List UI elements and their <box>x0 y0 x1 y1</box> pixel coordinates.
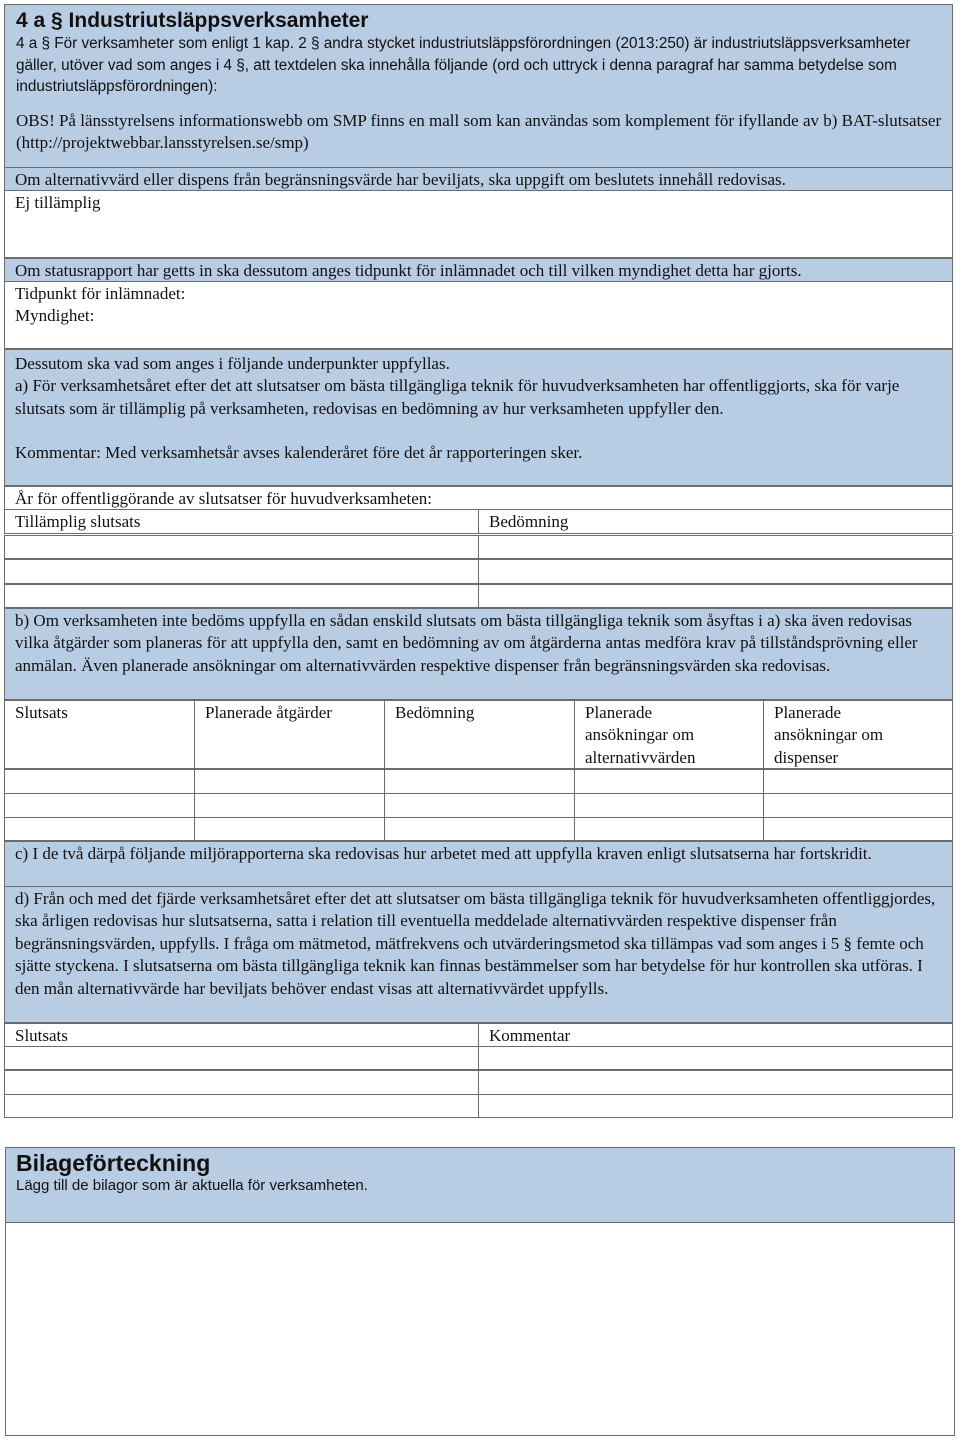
table-a-cell[interactable] <box>4 584 479 608</box>
attachments-subtitle: Lägg till de bilagor som är aktuella för verksamheten. <box>16 1177 368 1194</box>
table-a-header-bedomning: Bedömning <box>478 509 953 534</box>
alternativ-answer-field[interactable] <box>4 190 953 258</box>
table-d-cell[interactable] <box>4 1070 479 1095</box>
status-prompt: Om statusrapport har getts in ska dessutom anges tidpunkt för inlämnadet och till vilken myndighet detta har gjorts. <box>4 258 953 282</box>
subpoint-b-text: b) Om verksamheten inte bedöms uppfylla en sådan enskild slutsats om bästa tillgängliga teknik som åsyftas i a) ska även redovisas vilka åtgärder som planeras för att uppfylla den, samt en bedömning av om åtgärderna antas medföra krav på tillståndsprövning eller anmälan. Även planerade ansökningar om alternativvärden respektive dispenser från begränsningsvärden ska redovisas. <box>15 611 918 675</box>
table-a-cell[interactable] <box>478 535 953 559</box>
table-b-cell[interactable] <box>574 793 764 818</box>
table-a-cell[interactable] <box>4 559 479 584</box>
table-b-cell[interactable] <box>574 817 764 841</box>
table-a-header-slutsats: Tillämplig slutsats <box>4 509 479 534</box>
subpoint-c-text: c) I de två därpå följande miljörapporterna ska redovisas hur arbetet med att uppfylla kraven enligt slutsatserna har fortskridit. <box>15 844 872 863</box>
table-a-cell[interactable] <box>478 584 953 608</box>
table-b-header-slutsats: Slutsats <box>4 700 195 769</box>
table-b-cell[interactable] <box>763 793 953 818</box>
subpoint-intro: Dessutom ska vad som anges i följande underpunkter uppfyllas. <box>15 354 450 373</box>
year-label: År för offentliggörande av slutsatser för huvudverksamheten: <box>15 489 433 508</box>
status-time-label: Tidpunkt för inlämnadet: <box>15 284 186 303</box>
subpoint-d-text: d) Från och med det fjärde verksamhetsåret efter det att slutsatser om bästa tillgängliga teknik för huvudverksamheten offentliggjordes, ska årligen redovisas hur slutsatserna, satta i relation till eventuella meddelade alternativvärden respektive dispenser från begränsningsvärden, uppfylls. I fråga om mätmetod, mätfrekvens och utvärderingsmetod ska tillämpas vad som anges i 5 § femte och sjätte styckena. I slutsatserna om bästa tillgängliga teknik kan finnas bestämmelser som har betydelse för hur kontrollen ska utföras. I den mån alternativvärde har beviljats behöver endast visas att alternativvärdet uppfylls. <box>15 889 936 998</box>
obs-note: OBS! På länsstyrelsens informationswebb om SMP finns en mall som kan användas som komplement för ifyllande av b) BAT-slutsatser (http://projektwebbar.lansstyrelsen.se/smp) <box>16 110 942 153</box>
attachments-field[interactable] <box>5 1222 955 1436</box>
subpoint-a-text: a) För verksamhetsåret efter det att slutsatser om bästa tillgängliga teknik för huvudverksamheten har offentliggjorts, ska för varje slutsats som är tillämplig på verksamheten, redovisas en bedömning av hur verksamheten uppfyller den. <box>15 376 900 418</box>
subpoint-d-block <box>4 886 953 1023</box>
table-b-cell[interactable] <box>4 817 195 841</box>
alternativ-prompt: Om alternativvärd eller dispens från begränsningsvärde har beviljats, ska uppgift om beslutets innehåll redovisas. <box>4 167 953 191</box>
section-4a-header <box>4 4 953 168</box>
table-b-cell[interactable] <box>194 769 385 794</box>
table-b-header-bedomning: Bedömning <box>384 700 575 769</box>
subpoint-a-comment <box>15 442 942 464</box>
status-authority-label: Myndighet: <box>15 306 95 326</box>
alternativ-answer: Ej tillämplig <box>15 193 101 212</box>
attachments-heading: Bilageförteckning <box>16 1150 211 1176</box>
year-field[interactable] <box>4 486 953 510</box>
table-b-cell[interactable] <box>384 793 575 818</box>
section-4a-intro: 4 a § För verksamheter som enligt 1 kap. 2 § andra stycket industriutsläppsförordningen (2013:250) är industriutsläppsverksamheter gäller, utöver vad som anges i 4 §, att textdelen ska innehålla följande (ord och uttryck i denna paragraf har samma betydelse som industriutsläppsförordningen): <box>16 35 911 96</box>
comment-text: Med verksamhetsår avses kalenderåret före det år rapporteringen sker. <box>105 443 583 463</box>
table-b-cell[interactable] <box>194 817 385 841</box>
subpoint-b-block <box>4 608 953 700</box>
table-b-cell[interactable] <box>384 769 575 794</box>
table-a-cell[interactable] <box>4 535 479 559</box>
table-d-cell[interactable] <box>4 1046 479 1070</box>
table-a-cell[interactable] <box>478 559 953 584</box>
table-d-cell[interactable] <box>478 1094 953 1118</box>
attachments-header <box>5 1147 955 1223</box>
comment-label: Kommentar: <box>15 443 101 463</box>
table-d-cell[interactable] <box>478 1046 953 1070</box>
subpoint-a-block <box>4 349 953 486</box>
table-b-cell[interactable] <box>574 769 764 794</box>
table-d-header-slutsats: Slutsats <box>4 1023 479 1047</box>
table-b-header-atgarder: Planerade åtgärder <box>194 700 385 769</box>
status-answer-field[interactable] <box>4 281 953 349</box>
table-b-cell[interactable] <box>4 769 195 794</box>
table-d-cell[interactable] <box>478 1070 953 1095</box>
table-b-cell[interactable] <box>4 793 195 818</box>
subpoint-c-block <box>4 841 953 887</box>
section-4a-heading: 4 a § Industriutsläppsverksamheter <box>16 9 369 32</box>
table-b-cell[interactable] <box>384 817 575 841</box>
table-b-cell[interactable] <box>194 793 385 818</box>
table-b-header-dispenser: Planerade ansökningar om dispenser <box>763 700 953 769</box>
table-d-cell[interactable] <box>4 1094 479 1118</box>
table-b-cell[interactable] <box>763 769 953 794</box>
table-b-cell[interactable] <box>763 817 953 841</box>
table-b-header-alternativvarden: Planerade ansökningar om alternativvärden <box>574 700 764 769</box>
table-d-header-kommentar: Kommentar <box>478 1023 953 1047</box>
